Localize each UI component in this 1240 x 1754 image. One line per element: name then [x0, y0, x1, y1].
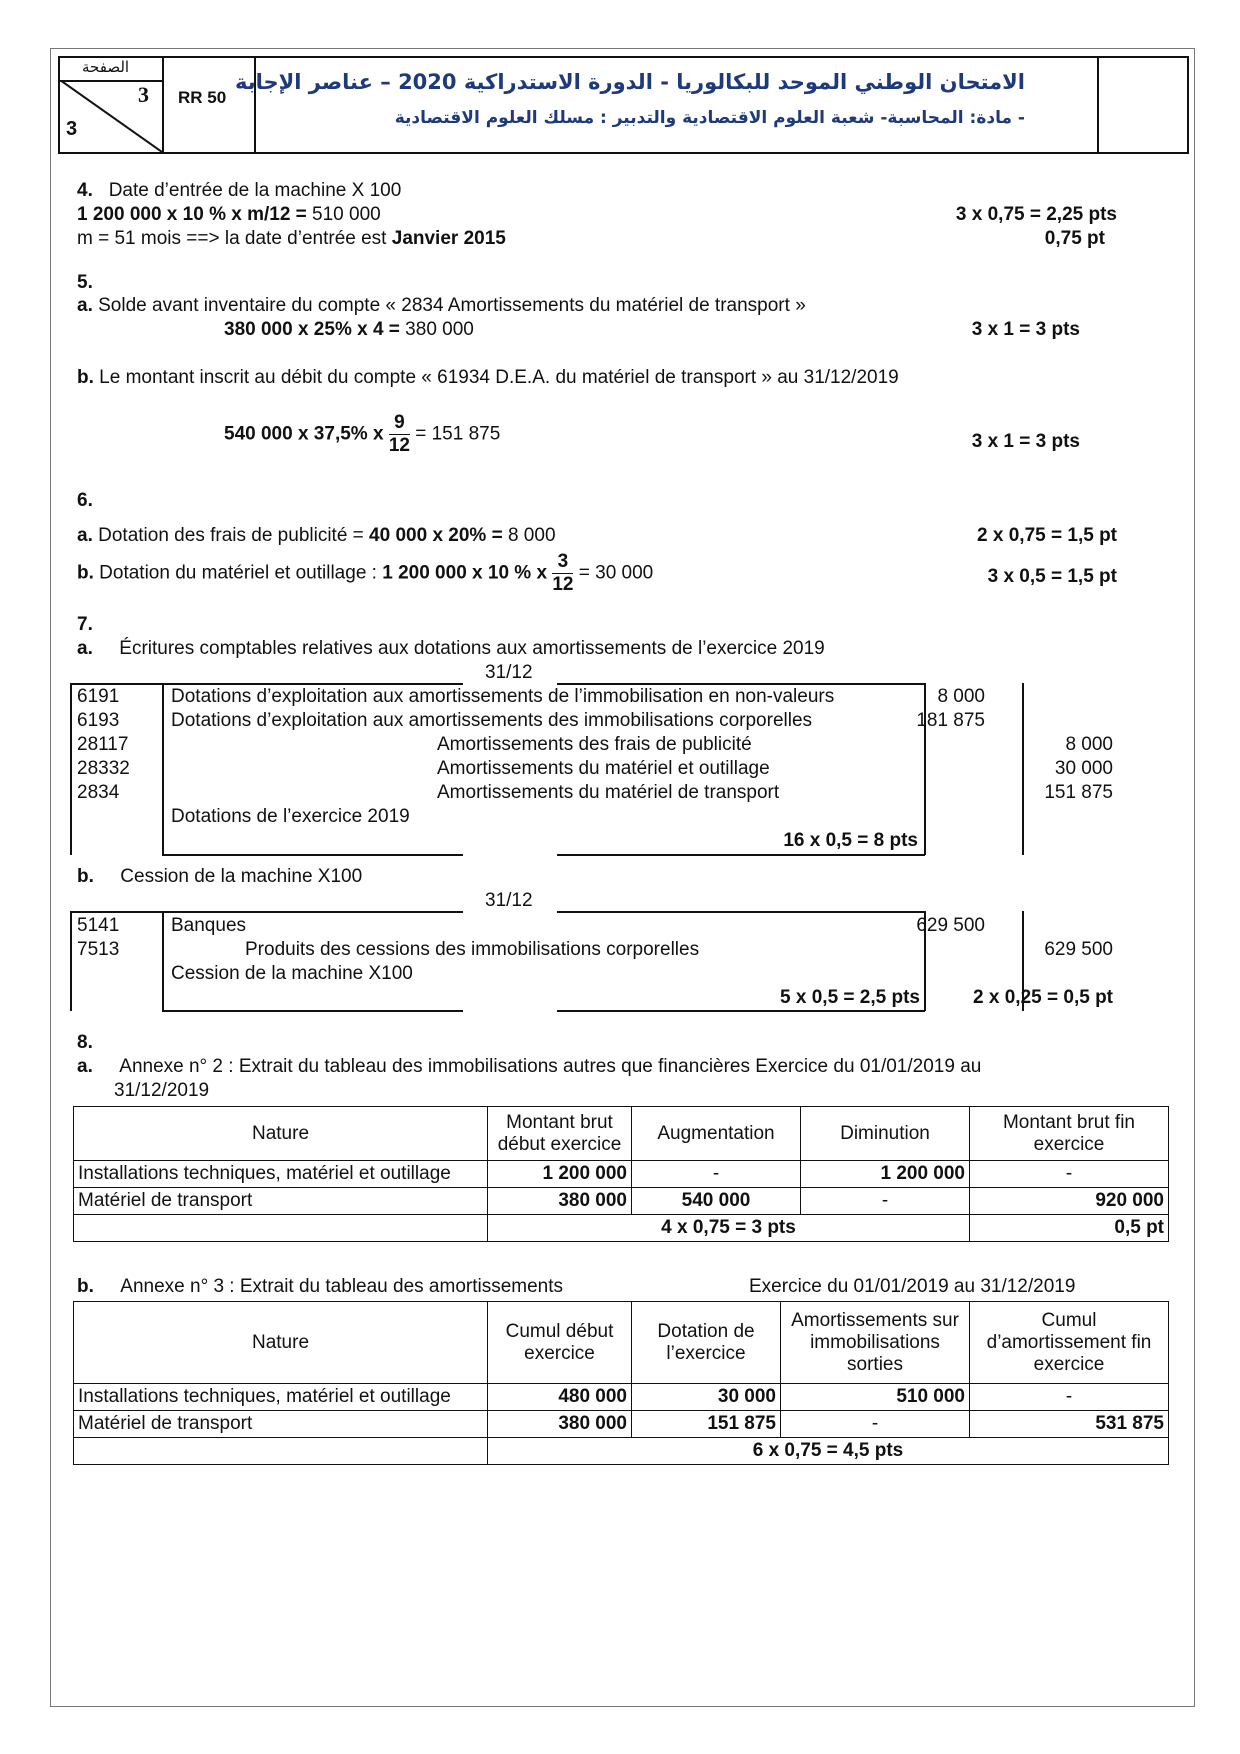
- journal-a-label-3: Amortissements des frais de publicité: [437, 734, 752, 755]
- q7a-question: Écritures comptables relatives aux dotations aux amortissements de l’exercice 2019: [119, 638, 825, 659]
- journal-a-label-4: Amortissements du matériel et outillage: [437, 758, 770, 779]
- q6b-numerator: 3: [552, 551, 573, 574]
- t1-header-augmentation: Augmentation: [632, 1107, 801, 1161]
- q4-entry-date: Janvier 2015: [391, 228, 506, 249]
- q6a-points: 2 x 0,75 = 1,5 pt: [977, 525, 1117, 546]
- journal-a-acct-5: 2834: [77, 782, 120, 803]
- q6a-question: Dotation des frais de publicité =: [92, 525, 370, 546]
- q8a-question: Annexe n° 2 : Extrait du tableau des immobilisations autres que financières Exercice du 01/01/2019 au: [119, 1056, 982, 1077]
- journal-b-label-2: Produits des cessions des immobilisations corporelles: [245, 939, 700, 960]
- q4-points-1: 3 x 0,75 = 2,25 pts: [955, 204, 1117, 225]
- q5b-points: 3 x 1 = 3 pts: [971, 431, 1080, 452]
- journal-b-date: 31/12: [485, 890, 533, 911]
- q5a-question: Solde avant inventaire du compte « 2834 Amortissements du matériel de transport »: [92, 295, 806, 316]
- journal-a-label-5: Amortissements du matériel de transport: [437, 782, 780, 803]
- t2-row1-nature: Installations techniques, matériel et outillage: [74, 1384, 488, 1411]
- q4-calc-result: 510 000: [306, 204, 381, 225]
- t2-row2-dotation: 151 875: [632, 1411, 781, 1438]
- q6a-text: [77, 525, 556, 547]
- t2-header-dotation: Dotation de l’exercice: [632, 1302, 781, 1384]
- t2-row1-dotation: 30 000: [632, 1384, 781, 1411]
- t1-header-brut-debut: Montant brut début exercice: [488, 1107, 632, 1161]
- q8a-period: 31/12/2019: [114, 1080, 210, 1101]
- q4-conclusion-text: m = 51 mois ==> la date d’entrée est: [77, 228, 392, 249]
- t2-row1-cumul-fin: -: [970, 1384, 1169, 1411]
- q6b-result: = 30 000: [578, 562, 654, 584]
- q8b-question: Annexe n° 3 : Extrait du tableau des amortissements: [120, 1276, 564, 1297]
- q5a-formula: 380 000 x 25% x 4 =: [224, 319, 400, 340]
- q5a-result: 380 000: [399, 319, 474, 340]
- journal-b-points: 5 x 0,5 = 2,5 pts: [780, 987, 920, 1008]
- t1-row2-augmentation: 540 000: [632, 1188, 801, 1215]
- journal-a-label-1: Dotations d’exploitation aux amortissements de l’immobilisation en non-valeurs: [171, 686, 835, 707]
- t2-row1-amort-sorties: 510 000: [781, 1384, 970, 1411]
- journal-a-credit-5: 151 875: [1044, 782, 1113, 803]
- q4-heading: [77, 180, 401, 202]
- t2-row2-cumul-fin: 531 875: [970, 1411, 1169, 1438]
- q8b-text: [77, 1276, 563, 1298]
- q5b-numerator: 9: [389, 412, 410, 435]
- journal-a-acct-4: 28332: [77, 758, 130, 779]
- journal-a-debit-1: 8 000: [937, 686, 985, 707]
- q5b-formula: 540 000 x 37,5% x: [224, 423, 384, 445]
- journal-a-label-2: Dotations d’exploitation aux amortissements des immobilisations corporelles: [171, 710, 813, 731]
- q5a-text: [77, 295, 806, 317]
- journal-a-debit-2: 181 875: [916, 710, 985, 731]
- journal-b-acct-1: 5141: [77, 915, 120, 936]
- q6b-formula: 1 200 000 x 10 % x: [382, 562, 548, 584]
- journal-a-credit-4: 30 000: [1054, 758, 1113, 779]
- journal-b-acct-2: 7513: [77, 939, 120, 960]
- t1-row2-nature: Matériel de transport: [74, 1188, 488, 1215]
- journal-b-credit-2: 629 500: [1044, 939, 1113, 960]
- q5-number: 5.: [77, 272, 93, 293]
- t1-row1-brut-fin: -: [970, 1161, 1169, 1188]
- q4-conclusion: [77, 228, 506, 250]
- q5a-calc: [224, 319, 474, 341]
- title-cell: [234, 58, 1099, 152]
- q7a-text: [77, 638, 825, 660]
- t1-points-2: 0,5 pt: [970, 1215, 1169, 1242]
- q7b-label: b.: [77, 866, 94, 887]
- page-num: 3: [138, 82, 149, 107]
- exam-header: [58, 56, 1189, 154]
- q6a-formula: 40 000 x 20% =: [369, 525, 503, 546]
- t2-row1-cumul-debut: 480 000: [488, 1384, 632, 1411]
- q5b-fraction: [389, 412, 410, 457]
- journal-a-description: Dotations de l’exercice 2019: [171, 806, 410, 827]
- page-total: 3: [66, 118, 78, 140]
- q5b-denominator: 12: [388, 435, 410, 456]
- journal-b-description: Cession de la machine X100: [171, 963, 413, 984]
- amortissements-table: [73, 1301, 1169, 1465]
- page-number-cell: [60, 58, 164, 152]
- q7a-label: a.: [77, 638, 93, 659]
- t1-row1-nature: Installations techniques, matériel et outillage: [74, 1161, 488, 1188]
- t1-points: 4 x 0,75 = 3 pts: [488, 1215, 970, 1242]
- q5b-result: = 151 875: [415, 423, 501, 445]
- q6-number: 6.: [77, 490, 93, 511]
- journal-a-acct-2: 6193: [77, 710, 120, 731]
- q4-calc-formula: 1 200 000 x 10 % x m/12 =: [77, 204, 307, 225]
- q6b-fraction: [552, 551, 573, 596]
- header-title-1: الامتحان الوطني الموحد للبكالوريا - الدورة الاستدراكية 2020 – عناصر الإجابة: [234, 70, 1025, 94]
- t2-total-blank: [74, 1438, 488, 1465]
- t1-header-diminution: Diminution: [801, 1107, 970, 1161]
- q8a-text: [77, 1056, 981, 1078]
- q7b-question: Cession de la machine X100: [120, 866, 363, 887]
- q6a-result: 8 000: [502, 525, 556, 546]
- page-label: الصفحة: [82, 58, 130, 76]
- journal-a-points: 16 x 0,5 = 8 pts: [783, 830, 918, 851]
- q8-number: 8.: [77, 1032, 93, 1053]
- q6b-label: b.: [77, 562, 94, 584]
- q6b-text: [77, 551, 653, 596]
- t2-points: 6 x 0,75 = 4,5 pts: [488, 1438, 1169, 1465]
- t2-header-amort-sorties: Amortissements sur immobilisations sorties: [781, 1302, 970, 1384]
- q4-number: 4.: [77, 180, 93, 201]
- q8a-label: a.: [77, 1056, 93, 1077]
- q5a-points: 3 x 1 = 3 pts: [971, 319, 1080, 340]
- t2-header-nature: Nature: [74, 1302, 488, 1384]
- t1-row2-brut-fin: 920 000: [970, 1188, 1169, 1215]
- journal-b-points-2: 2 x 0,25 = 0,5 pt: [973, 987, 1113, 1008]
- immobilisations-table: [73, 1106, 1169, 1242]
- q4-title: Date d’entrée de la machine X 100: [108, 180, 402, 201]
- t1-row1-brut-debut: 1 200 000: [488, 1161, 632, 1188]
- t2-row2-amort-sorties: -: [781, 1411, 970, 1438]
- t1-row2-brut-debut: 380 000: [488, 1188, 632, 1215]
- q7b-text: [77, 866, 362, 888]
- t1-header-nature: Nature: [74, 1107, 488, 1161]
- q6b-question: Dotation du matériel et outillage :: [93, 562, 383, 584]
- q8b-period: Exercice du 01/01/2019 au 31/12/2019: [749, 1276, 1076, 1297]
- t2-header-cumul-debut: Cumul début exercice: [488, 1302, 632, 1384]
- t2-row2-nature: Matériel de transport: [74, 1411, 488, 1438]
- q4-points-2: 0,75 pt: [1044, 228, 1105, 249]
- q6b-points: 3 x 0,5 = 1,5 pt: [987, 566, 1117, 587]
- t1-row1-diminution: 1 200 000: [801, 1161, 970, 1188]
- q5b-calc: [224, 412, 500, 457]
- journal-b-label-1: Banques: [171, 915, 247, 936]
- t1-row2-diminution: -: [801, 1188, 970, 1215]
- t1-row1-augmentation: -: [632, 1161, 801, 1188]
- q5b-label: b.: [77, 367, 94, 388]
- q4-calc: [77, 204, 381, 226]
- t2-header-cumul-fin: Cumul d’amortissement fin exercice: [970, 1302, 1169, 1384]
- journal-a-credit-3: 8 000: [1065, 734, 1113, 755]
- q5b-text: [77, 367, 899, 389]
- journal-a-acct-1: 6191: [77, 686, 120, 707]
- t2-row2-cumul-debut: 380 000: [488, 1411, 632, 1438]
- q6b-denominator: 12: [552, 574, 574, 595]
- t1-header-brut-fin: Montant brut fin exercice: [970, 1107, 1169, 1161]
- q5a-label: a.: [77, 295, 93, 316]
- header-title-2: - مادة: المحاسبة- شعبة العلوم الاقتصادية والتدبير : مسلك العلوم الاقتصادية: [394, 108, 1025, 128]
- q8b-label: b.: [77, 1276, 94, 1297]
- journal-b-debit-1: 629 500: [916, 915, 985, 936]
- exam-code: RR 50: [178, 88, 227, 107]
- journal-a-acct-3: 28117: [77, 734, 129, 755]
- q7-number: 7.: [77, 614, 93, 635]
- journal-a-date: 31/12: [485, 662, 533, 683]
- q6a-label: a.: [77, 525, 93, 546]
- q5b-question: Le montant inscrit au débit du compte « 61934 D.E.A. du matériel de transport » au 31/12/2019: [93, 367, 899, 388]
- t1-total-blank: [74, 1215, 488, 1242]
